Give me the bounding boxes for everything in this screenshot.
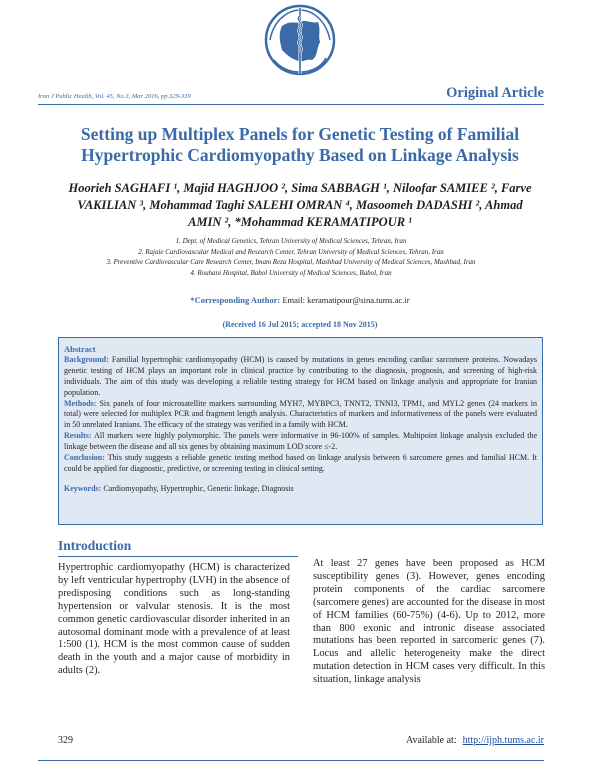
- journal-seal-logo: [260, 2, 340, 80]
- abstract-title: Abstract: [64, 344, 96, 354]
- affiliation-item: 4. Rouhani Hospital, Babol University of Medical Sciences, Babol, Iran: [190, 268, 392, 277]
- background-text: Familial hypertrophic cardiomyopathy (HCM) is caused by mutations in genes encoding cardiac sarcomere proteins. Nowadays genetic testing of HCM plays an important role in clinical practice by contributing to the diagnosis, prognosis, and screening of high-risk individuals. The aim of this study was developing a reliable testing strategy for HCM based on linkage analysis and appropriate for Iranian population.: [64, 354, 538, 397]
- results-text: All markers were highly polymorphic. The panels were informative in 96-100% of samples. Multipoint linkage analysis excluded the linkage between the disease and all six genes by obtaining maximum LOD score ≤-2.: [64, 431, 538, 452]
- affiliation-item: 3. Preventive Cardiovascular Care Research Center, Imam Reza Hospital, Mashhad University of Medical Sciences, Mashhad, Iran: [106, 258, 476, 266]
- methods-label: Methods:: [64, 398, 97, 408]
- affiliation-item: 2. Rajaie Cardiovascular Medical and Research Center, Tehran University of Medical Sciences, Tehran, Iran: [138, 247, 444, 256]
- conclusion-text: This study suggests a reliable genetic testing method based on linkage analysis between 6 sarcomere genes and familial HCM. It could be applied for diagnostic, predictive, or screening testing in clinical setting.: [64, 453, 537, 473]
- received-dates: (Received 16 Jul 2015; accepted 18 Nov 2015): [222, 320, 378, 329]
- methods-text: Six panels of four microsatellite markers surrounding MYH7, MYBPC3, TNNT2, TNNI3, TPM1, and MYL2 genes (24 markers in total) were selected for multiplex PCR and fragment length analysis. Characteristics of markers and informativeness of the panels were evaluated in 50 unrelated Iranians. The efficacy of the strategy was verified in a family with HCM.: [64, 398, 537, 430]
- corresponding-author-label: *Corresponding Author:: [190, 295, 281, 305]
- conclusion-label: Conclusion:: [64, 453, 105, 463]
- corresponding-author: [0, 295, 600, 305]
- footer-divider: [38, 760, 544, 761]
- abstract-background: [64, 355, 537, 399]
- article-type-label: Original Article: [446, 85, 544, 101]
- journal-url-link[interactable]: http://ijph.tums.ac.ir: [462, 735, 544, 746]
- availability-line: [406, 735, 544, 746]
- affiliation-item: 1. Dept. of Medical Genetics, Tehran University of Medical Sciences, Tehran, Iran: [175, 237, 407, 245]
- abstract-keywords: [64, 484, 537, 495]
- paper-title: Setting up Multiplex Panels for Genetic Testing of Familial Hypertrophic Cardiomyopathy Based on Linkage Analysis: [80, 124, 520, 165]
- results-label: Results:: [64, 431, 92, 441]
- keywords-label: Keywords:: [64, 483, 102, 493]
- background-label: Background:: [64, 354, 109, 364]
- abstract-results: [64, 431, 537, 453]
- header-divider: [38, 104, 544, 105]
- body-column-right: At least 27 genes have been proposed as HCM susceptibility genes (3). However, genes encoding protein components of the cardiac sarcomere (sarcomere genes) are accounted for the disease in most of HCM families (60-75%) (4-6). Up to 2012, more than 800 exonic and intronic disease associated mutations has been reported in sarcomeric genes (7). Locus and allelic heterogeneity make the direct mutation detection in HCM cases very difficult. In this situation, linkage analysis: [313, 558, 545, 686]
- keywords-text: Cardiomyopathy, Hypertrophic, Genetic linkage, Diagnosis: [103, 483, 294, 493]
- abstract-box: [58, 337, 543, 525]
- author-list: Hoorieh SAGHAFI ¹, Majid HAGHJOO ², Sima SABBAGH ¹, Niloofar SAMIEE ², Farve VAKILIAN ³, Mohammad Taghi SALEHI OMRAN ⁴, Masoomeh DADASHI ², Ahmad AMIN ², *Mohammad KERAMATIPOUR ¹: [68, 181, 532, 229]
- section-divider: [58, 556, 298, 557]
- journal-citation: Iran J Public Health, Vol. 45, No.3, Mar 2016, pp.329-339: [38, 93, 191, 100]
- affiliation-list: [38, 236, 544, 278]
- body-column-left: Hypertrophic cardiomyopathy (HCM) is characterized by left ventricular hypertrophy (LVH) in the absence of predisposing conditions such as long-standing hypertension or valvular stenosis. It is the most common genetic cardiovascular disorder inherited in an autosomal dominant mode with a prevalence of at least 1:500 (1). HCM is the most common cause of sudden death in the youth and a major cause of morbidity in adults (2).: [58, 562, 290, 677]
- available-label: Available at:: [405, 735, 457, 746]
- section-heading-introduction: Introduction: [58, 538, 132, 553]
- corresponding-author-email[interactable]: Email: keramatipour@sina.tums.ac.ir: [282, 295, 410, 305]
- page-number: 329: [58, 735, 73, 746]
- abstract-methods: [64, 399, 537, 432]
- abstract-conclusion: [64, 453, 537, 475]
